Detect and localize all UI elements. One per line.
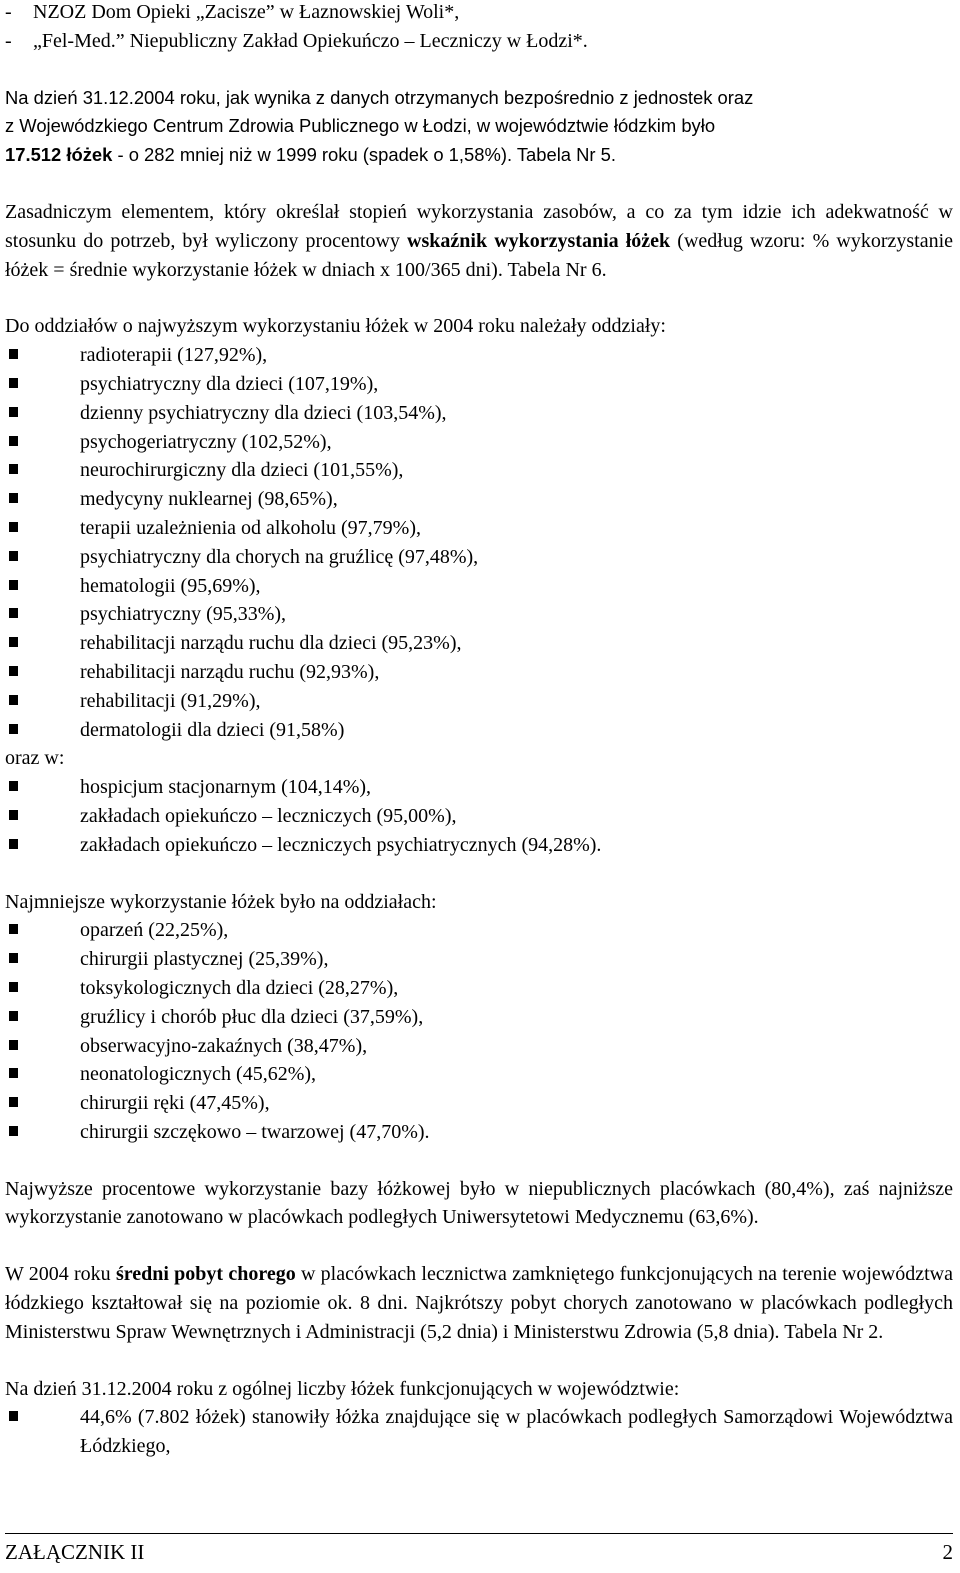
list-item: [5, 485, 953, 514]
square-bullet-icon: [9, 551, 18, 561]
list-item: [5, 773, 953, 802]
square-bullet-icon: [9, 349, 18, 359]
paragraph-text: (według wzoru: % wykorzystanie łóżek = średnie wykorzystanie łóżek w dniach x 100/365 dni). Tabela Nr 6.: [5, 229, 954, 281]
list-item: [5, 687, 953, 716]
square-bullet-icon: [9, 493, 18, 503]
spacer: [5, 1232, 953, 1260]
list-item-text: dermatologii dla dzieci (91,58%): [80, 718, 345, 741]
square-bullet-icon: [9, 982, 18, 992]
list-item-text: NZOZ Dom Opieki „Zacisze” w Łaznowskiej Woli*,: [33, 1, 460, 23]
dash-marker: -: [5, 1, 12, 23]
paragraph-line: Na dzień 31.12.2004 roku, jak wynika z danych otrzymanych bezpośrednio z jednostek oraz: [5, 86, 754, 108]
list-item-text: obserwacyjno-zakaźnych (38,47%),: [80, 1034, 368, 1057]
list-item: [5, 600, 953, 629]
square-bullet-icon: [9, 666, 18, 676]
list-item-text: chirurgii plastycznej (25,39%),: [80, 948, 329, 971]
list-item-text: rehabilitacji narządu ruchu dla dzieci (95,23%),: [80, 632, 462, 655]
list-item: [5, 1003, 953, 1032]
square-bullet-icon: [9, 608, 18, 618]
square-bullet-icon: [9, 1011, 18, 1021]
page-footer: [5, 1537, 953, 1567]
list-item: [5, 1060, 953, 1089]
paragraph-bed-share-intro: Na dzień 31.12.2004 roku z ogólnej liczby łóżek funkcjonujących w województwie:: [5, 1377, 680, 1400]
top-list: [5, 0, 953, 56]
square-bullet-icon: [9, 378, 18, 388]
list-item: [5, 370, 953, 399]
list-item-text: hematologii (95,69%),: [80, 574, 261, 597]
paragraph-text: w placówkach lecznictwa zamkniętego funkcjonujących na terenie województwa łódzkiego kształtował się na poziomie ok. 8 dni. Najkrótszy pobyt chorych zanotowano w placówkach podległych Ministerstwu Spraw Wewnętrznych i Administracji (5,2 dnia) i Ministerstwu Zdrowia (5,8 dnia). Tabela Nr 2.: [5, 1263, 953, 1343]
list-item: [5, 428, 953, 457]
list-item: [5, 0, 953, 27]
list-item: [5, 543, 953, 572]
square-bullet-icon: [9, 637, 18, 647]
paragraph-line: [5, 141, 953, 170]
list-item: [5, 716, 953, 745]
list-item: [5, 945, 953, 974]
square-bullet-icon: [9, 436, 18, 446]
list-item: [5, 399, 953, 428]
list-item-text: 44,6% (7.802 łóżek) stanowiły łóżka znajdujące się w placówkach podległych Samorządowi Województwa Łódzkiego,: [80, 1406, 953, 1458]
list-item-text: psychiatryczny dla dzieci (107,19%),: [80, 372, 379, 395]
list-item-text: gruźlicy i chorób płuc dla dzieci (37,59%),: [80, 1005, 424, 1028]
spacer: [5, 170, 953, 198]
square-bullet-icon: [9, 522, 18, 532]
spacer: [5, 1347, 953, 1375]
square-bullet-icon: [9, 407, 18, 417]
also-label: oraz w:: [5, 747, 65, 770]
list-item: [5, 572, 953, 601]
bold-term: wskaźnik wykorzystania łóżek: [407, 229, 671, 252]
list-item-text: zakładach opiekuńczo – leczniczych (95,00%),: [80, 804, 457, 827]
list-item: [5, 1403, 953, 1461]
list-item-text: chirurgii szczękowo – twarzowej (47,70%).: [80, 1120, 430, 1143]
list-item: [5, 27, 953, 56]
paragraph-highest-lowest: Najwyższe procentowe wykorzystanie bazy łóżkowej było w niepublicznych placówkach (80,4%), zaś najniższe wykorzystanie zanotowano w placówkach podległych Uniwersytetowi Medycznemu (63,6%).: [5, 1177, 953, 1229]
paragraph-bed-count: [5, 84, 953, 170]
list-item-text: toksykologicznych dla dzieci (28,27%),: [80, 976, 399, 999]
lowest-list: [5, 916, 953, 1146]
list-item-text: dzienny psychiatryczny dla dzieci (103,54%),: [80, 401, 447, 424]
list-item: [5, 916, 953, 945]
highest-list: [5, 341, 953, 744]
list-item-text: hospicjum stacjonarnym (104,14%),: [80, 776, 372, 799]
list-item-text: terapii uzależnienia od alkoholu (97,79%),: [80, 516, 421, 539]
list-item-text: „Fel-Med.” Niepubliczny Zakład Opiekuńczo – Leczniczy w Łodzi*.: [33, 29, 588, 52]
list-item: [5, 629, 953, 658]
list-item-text: neonatologicznych (45,62%),: [80, 1063, 317, 1086]
list-item: [5, 341, 953, 370]
document-page: [5, 0, 953, 1461]
square-bullet-icon: [9, 724, 18, 734]
paragraph-line: z Wojewódzkiego Centrum Zdrowia Publicznego w Łodzi, w województwie łódzkim było: [5, 115, 716, 137]
list-item-text: rehabilitacji (91,29%),: [80, 689, 261, 712]
list-item: [5, 658, 953, 687]
square-bullet-icon: [9, 580, 18, 590]
lowest-intro: Najmniejsze wykorzystanie łóżek było na oddziałach:: [5, 890, 437, 913]
paragraph-text: - o 282 mniej niż w 1999 roku (spadek o 1,58%). Tabela Nr 5.: [112, 144, 616, 166]
square-bullet-icon: [9, 695, 18, 705]
square-bullet-icon: [9, 924, 18, 934]
paragraph-text: Zasadniczym elementem, który określał stopień wykorzystania zasobów, a co za tym idzie ich adekwatność w stosunku do potrzeb, był wyliczony procentowy: [5, 200, 953, 252]
highest-intro: Do oddziałów o najwyższym wykorzystaniu łóżek w 2004 roku należały oddziały:: [5, 315, 666, 338]
list-item-text: psychiatryczny dla chorych na gruźlicę (97,48%),: [80, 545, 479, 568]
bold-term: średni pobyt chorego: [115, 1263, 296, 1286]
list-item: [5, 514, 953, 543]
square-bullet-icon: [9, 1411, 18, 1421]
square-bullet-icon: [9, 1068, 18, 1078]
list-item-text: radioterapii (127,92%),: [80, 344, 268, 367]
spacer: [5, 1147, 953, 1175]
square-bullet-icon: [9, 953, 18, 963]
spacer: [5, 284, 953, 312]
square-bullet-icon: [9, 1040, 18, 1050]
footer-rule: [5, 1533, 953, 1534]
list-item-text: psychogeriatryczny (102,52%),: [80, 430, 332, 453]
square-bullet-icon: [9, 1097, 18, 1107]
spacer: [5, 56, 953, 84]
list-item-text: zakładach opiekuńczo – leczniczych psychiatrycznych (94,28%).: [80, 833, 602, 856]
list-item: [5, 831, 953, 860]
list-item-text: chirurgii ręki (47,45%),: [80, 1092, 270, 1115]
list-item: [5, 456, 953, 485]
footer-annex-label: ZAŁĄCZNIK II: [5, 1539, 145, 1564]
list-item-text: psychiatryczny (95,33%),: [80, 603, 287, 626]
square-bullet-icon: [9, 1126, 18, 1136]
list-item-text: oparzeń (22,25%),: [80, 919, 229, 942]
square-bullet-icon: [9, 810, 18, 820]
list-item-text: neurochirurgiczny dla dzieci (101,55%),: [80, 459, 404, 482]
paragraph-average-stay: [5, 1260, 953, 1346]
list-item: [5, 802, 953, 831]
bold-bed-count: 17.512 łóżek: [5, 144, 113, 166]
page-number: 2: [942, 1539, 953, 1564]
paragraph-text: W 2004 roku: [5, 1263, 116, 1286]
also-list: [5, 773, 953, 859]
list-item: [5, 974, 953, 1003]
list-item: [5, 1118, 953, 1147]
list-item: [5, 1032, 953, 1061]
square-bullet-icon: [9, 464, 18, 474]
list-item-text: rehabilitacji narządu ruchu (92,93%),: [80, 660, 380, 683]
spacer: [5, 860, 953, 888]
square-bullet-icon: [9, 781, 18, 791]
square-bullet-icon: [9, 839, 18, 849]
paragraph-bed-utilization: [5, 198, 953, 284]
list-item-text: medycyny nuklearnej (98,65%),: [80, 488, 338, 511]
list-item: [5, 1089, 953, 1118]
dash-marker: -: [5, 29, 12, 52]
